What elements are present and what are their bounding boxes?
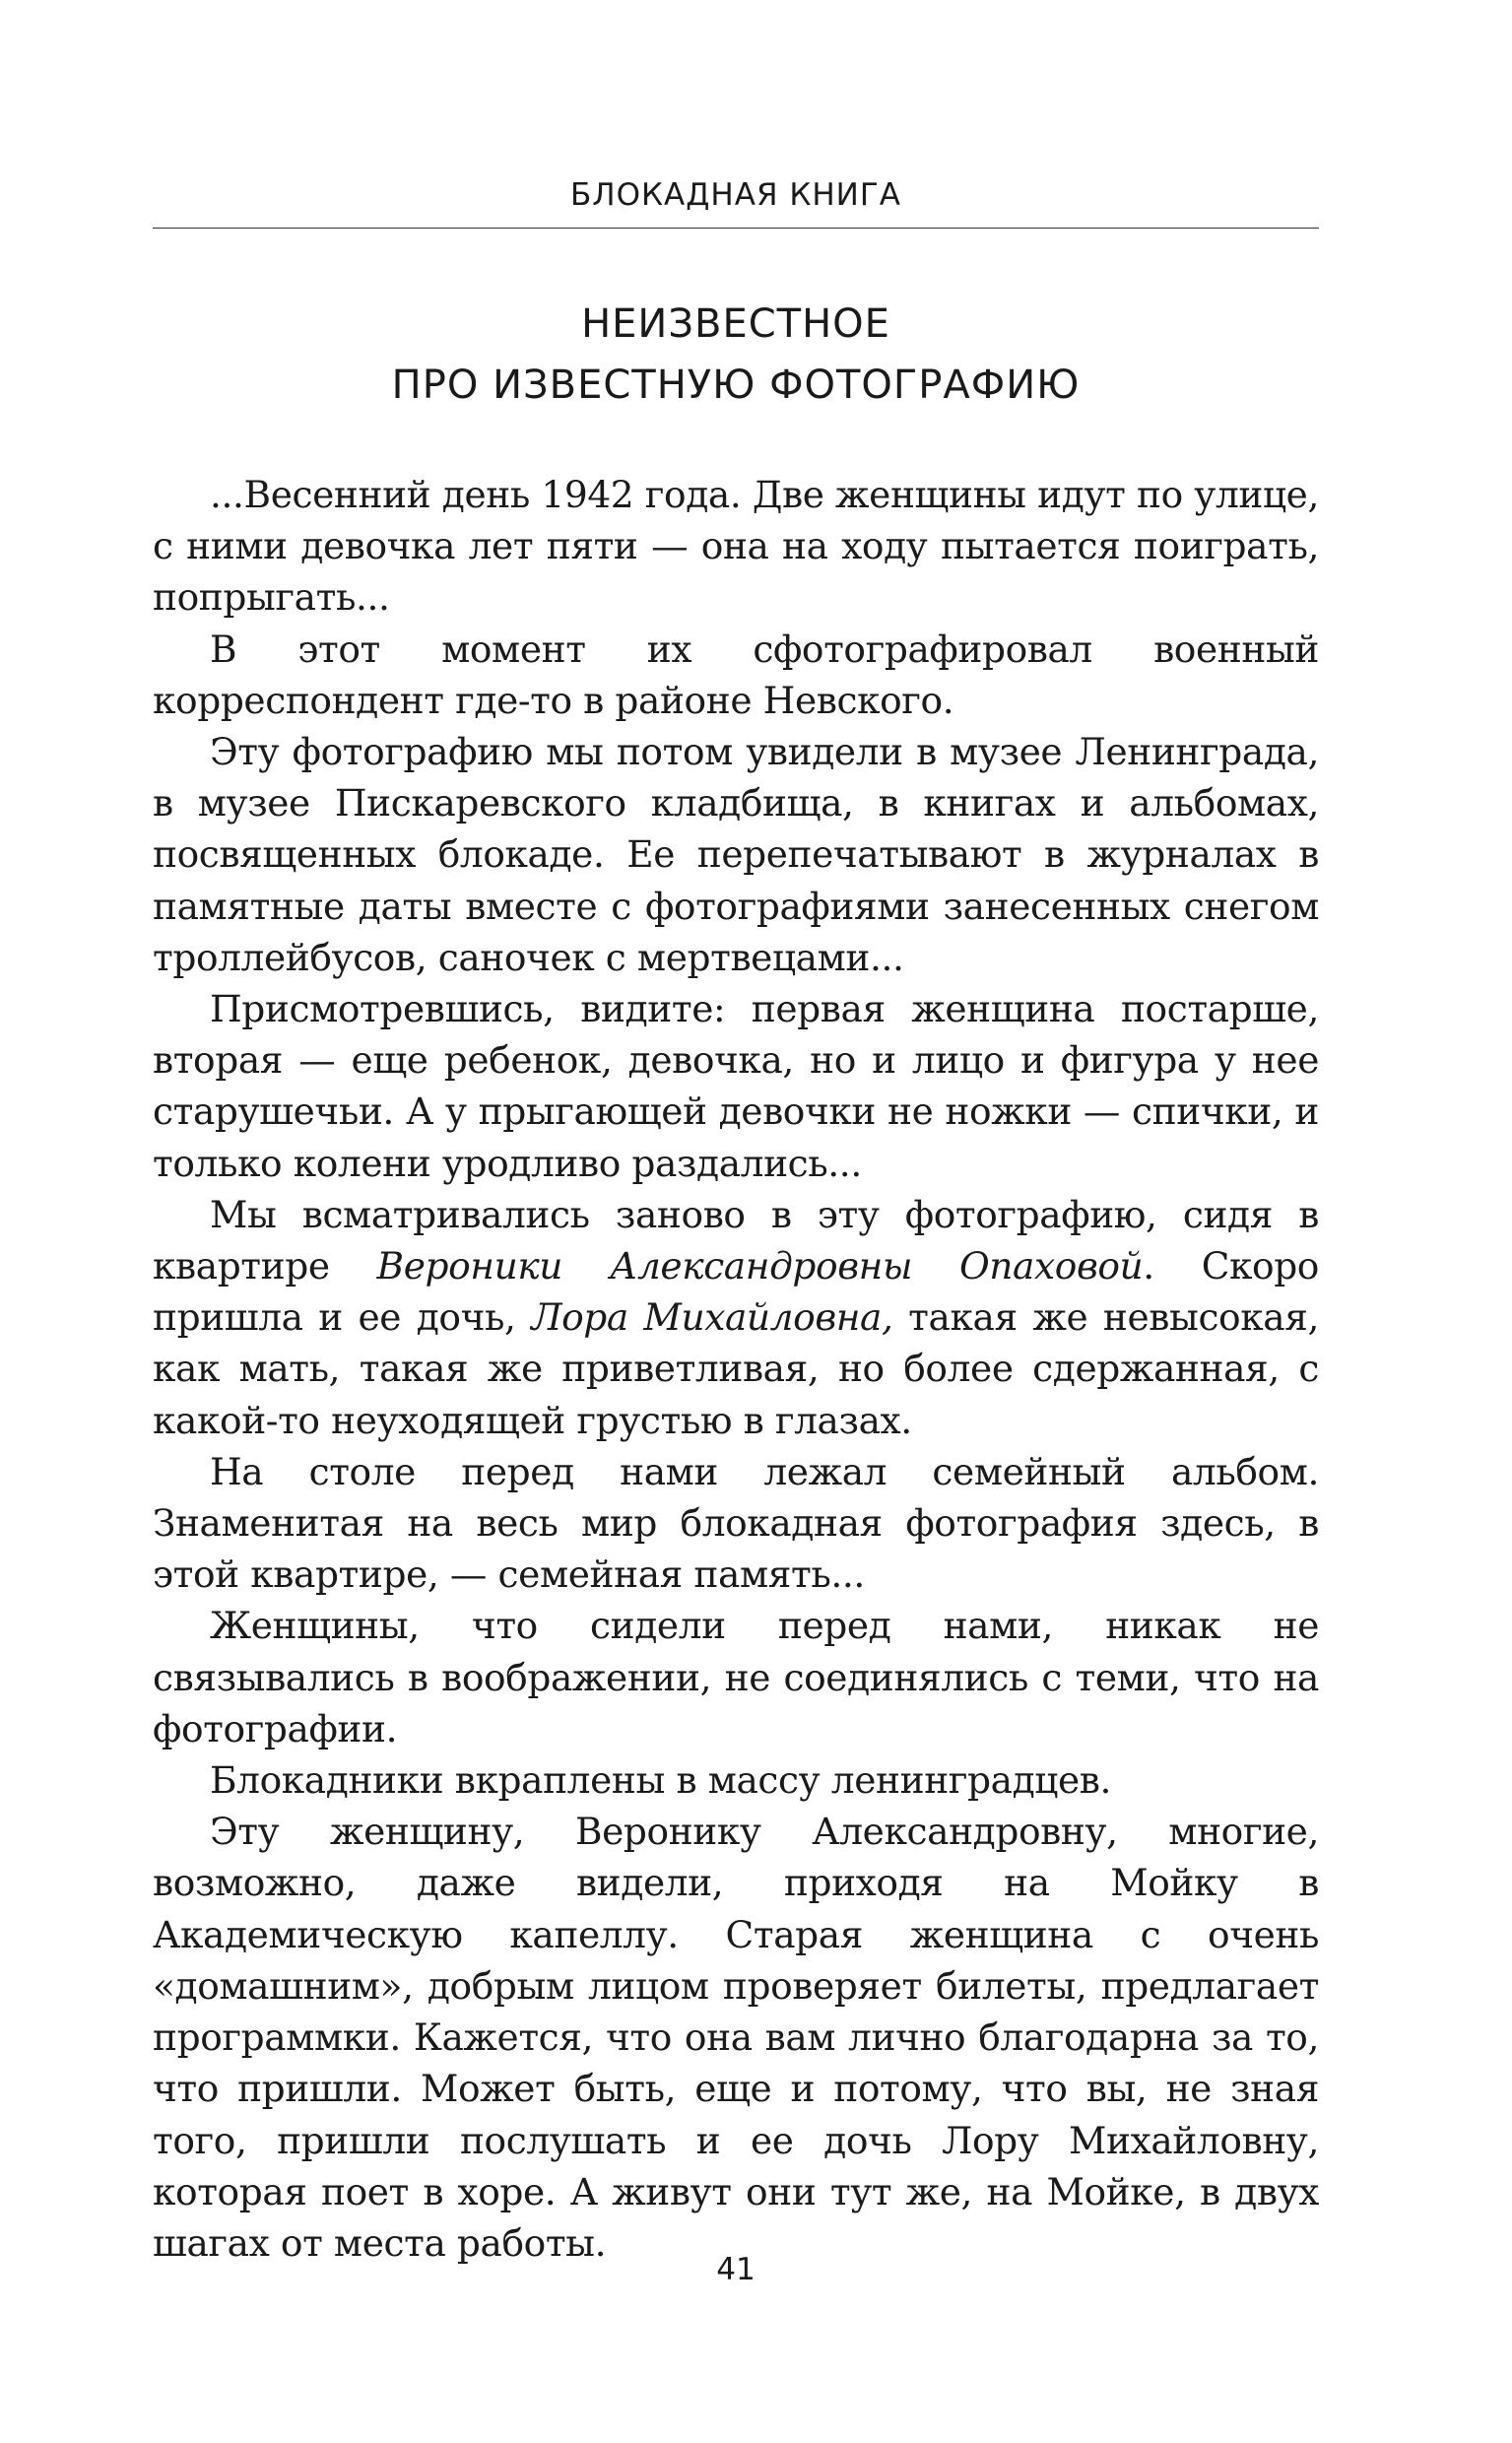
page-number: 41 (716, 2252, 756, 2287)
paragraph-3: Эту фотографию мы потом увидели в музее Ленинграда, в музее Пискаревского кладбища, в книгах и альбомах, посвященных блокаде. Ее перепечатывают в журналах в памятные даты вместе с фотографиями занесенных снегом троллейбусов, саночек с мертвецами... (153, 730, 1319, 979)
chapter-title (153, 294, 1319, 416)
paragraph-4: Присмотревшись, видите: первая женщина постарше, вторая — еще ребенок, девочка, но и лицо и фигура у нее старушечьи. А у прыгающей девочки не ножки — спички, и только колени уродливо раздались... (153, 987, 1319, 1185)
paragraph-6: На столе перед нами лежал семейный альбом. Знаменитая на весь мир блокадная фотография здесь, в этой квартире, — семейная память... (153, 1449, 1319, 1597)
person-name-lora: Лора Михайловна, (531, 1295, 893, 1340)
paragraph-9: Эту женщину, Веронику Александровну, многие, возможно, даже видели, приходя на Мойку в Академическую капеллу. Старая женщина с очень «домашним», добрым лицом проверяет билеты, предлагает программки. Кажется, что она вам лично благодарна за то, что пришли. Может быть, еще и потому, что вы, не зная того, пришли послушать и ее дочь Лору Михайловну, которая поет в хоре. А живут они тут же, на Мойке, в двух шагах от места работы. (153, 1810, 1319, 2265)
paragraph-5 (153, 1189, 1319, 1446)
chapter-title-line-2: ПРО ИЗВЕСТНУЮ ФОТОГРАФИЮ (391, 363, 1081, 408)
body-text (153, 469, 1319, 2269)
person-name-veronika: Вероники Александровны Опаховой (376, 1244, 1144, 1288)
paragraph-7: Женщины, что сидели перед нами, никак не связывались в воображении, не соединялись с теми, что на фотографии. (153, 1604, 1319, 1750)
paragraph-2: В этот момент их сфотографировал военный корреспондент где-то в районе Невского. (153, 627, 1319, 722)
chapter-title-line-1: НЕИЗВЕСТНОЕ (581, 301, 890, 347)
paragraph-5-text-b: . Скоро пришла и ее дочь, (153, 1244, 1319, 1340)
header-rule (153, 228, 1319, 229)
paragraph-5-text-c: такая же невысокая, как мать, такая же приветливая, но более сдержанная, с какой-то неуходящей грустью в глазах. (153, 1295, 1319, 1442)
paragraph-5-text-a: Мы всматривались заново в эту фотографию, сидя в квартире (153, 1192, 1319, 1288)
running-head: БЛОКАДНАЯ КНИГА (570, 177, 901, 213)
paragraph-1: ...Весенний день 1942 года. Две женщины идут по улице, с ними девочка лет пяти — она на ходу пытается поиграть, попрыгать... (153, 473, 1319, 620)
paragraph-8: Блокадники вкраплены в массу ленинградцев. (210, 1758, 1112, 1803)
